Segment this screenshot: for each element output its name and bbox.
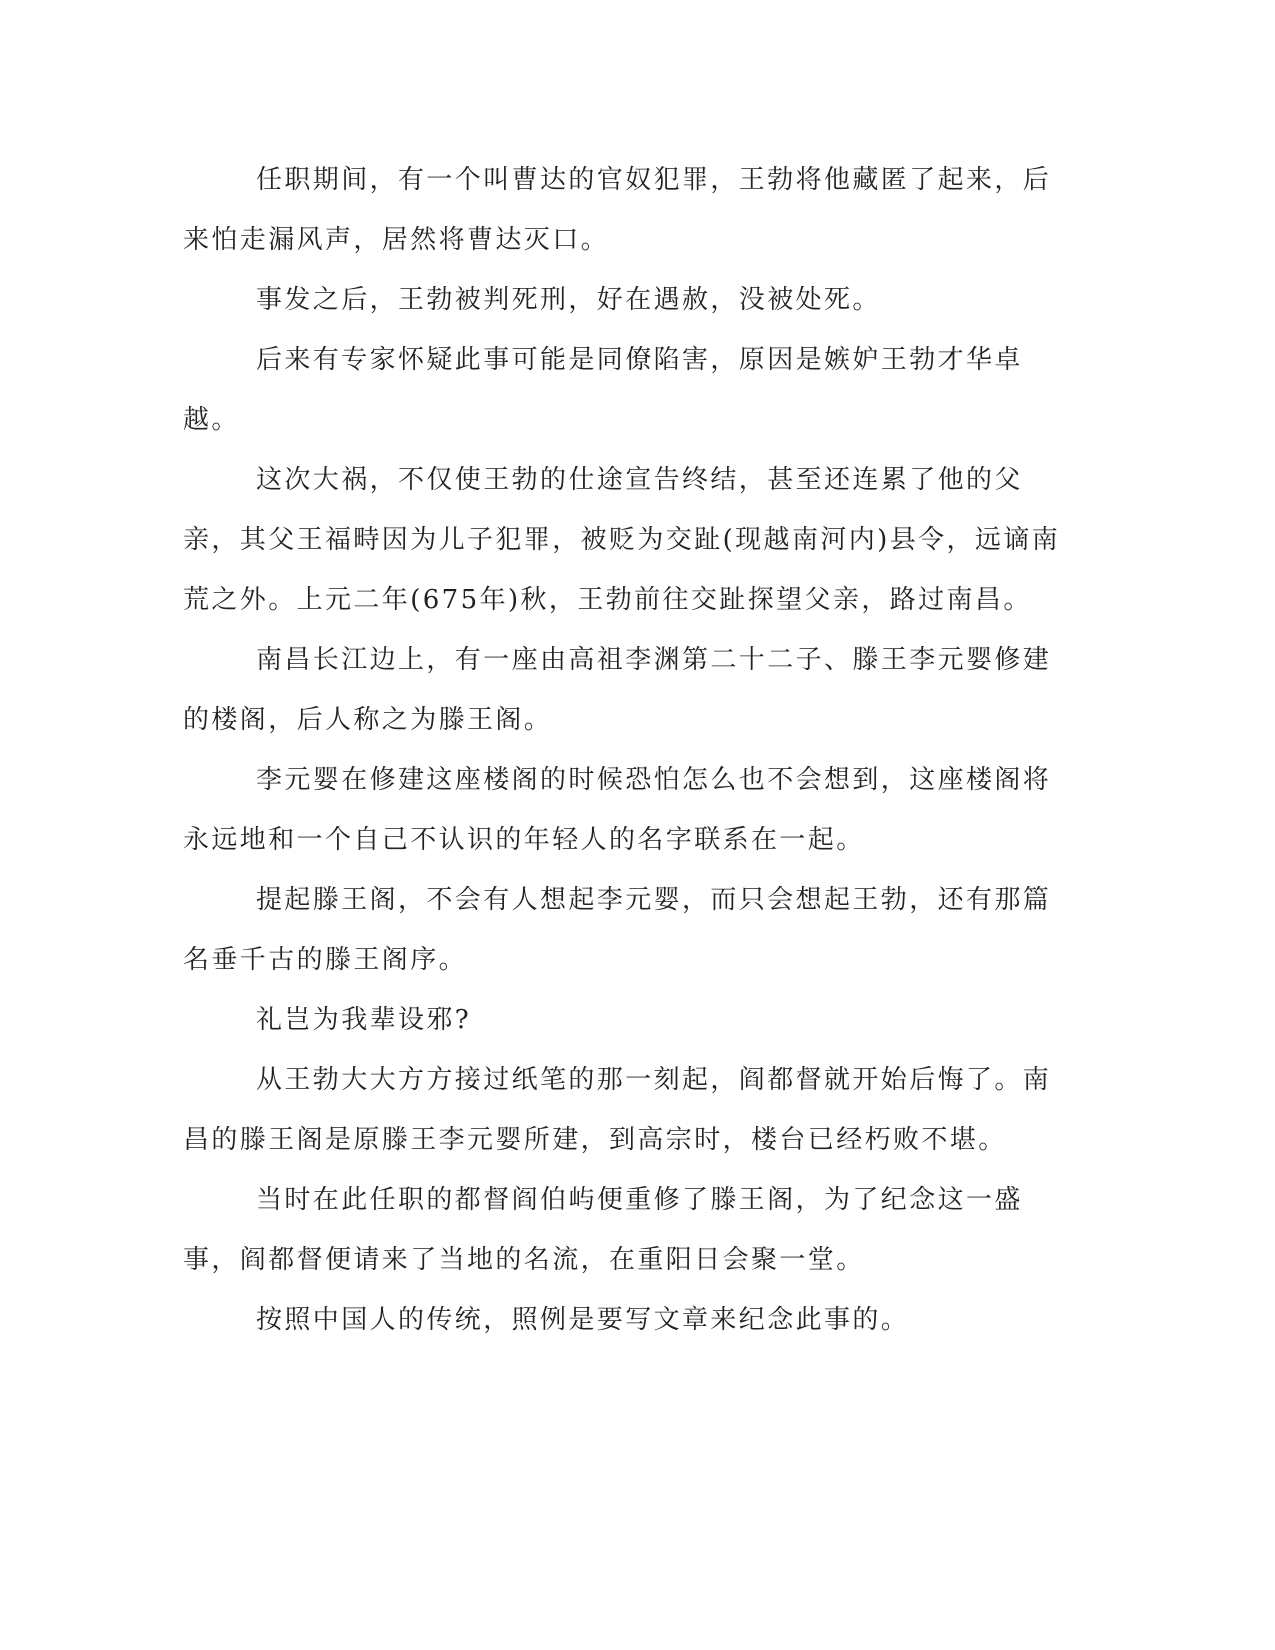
paragraph-10: 当时在此任职的都督阎伯屿便重修了滕王阁，为了纪念这一盛事，阎都督便请来了当地的名流，在重阳日会聚一堂。 (183, 1185, 1023, 1275)
paragraph-1: 任职期间，有一个叫曹达的官奴犯罪，王勃将他藏匿了起来，后来怕走漏风声，居然将曹达灭口。 (183, 165, 1052, 255)
paragraph-9: 从王勃大大方方接过纸笔的那一刻起，阎都督就开始后悔了。南昌的滕王阁是原滕王李元婴所建，到高宗时，楼台已经朽败不堪。 (183, 1065, 1052, 1155)
paragraph-5: 南昌长江边上，有一座由高祖李渊第二十二子、滕王李元婴修建的楼阁，后人称之为滕王阁。 (183, 645, 1052, 735)
paragraph-11: 按照中国人的传统，照例是要写文章来纪念此事的。 (256, 1305, 910, 1335)
paragraph-2: 事发之后，王勃被判死刑，好在遇赦，没被处死。 (256, 285, 881, 315)
body-text (183, 150, 1078, 1350)
paragraph-4: 这次大祸，不仅使王勃的仕途宣告终结，甚至还连累了他的父亲，其父王福畤因为儿子犯罪，被贬为交趾(现越南河内)县令，远谪南荒之外。上元二年(675年)秋，王勃前往交趾探望父亲，路过南昌。 (183, 465, 1061, 615)
paragraph-3: 后来有专家怀疑此事可能是同僚陷害，原因是嫉妒王勃才华卓越。 (183, 345, 1023, 435)
paragraph-6: 李元婴在修建这座楼阁的时候恐怕怎么也不会想到，这座楼阁将永远地和一个自己不认识的年轻人的名字联系在一起。 (183, 765, 1052, 855)
paragraph-7: 提起滕王阁，不会有人想起李元婴，而只会想起王勃，还有那篇名垂千古的滕王阁序。 (183, 885, 1052, 975)
paragraph-8: 礼岂为我辈设邪? (256, 1005, 472, 1035)
